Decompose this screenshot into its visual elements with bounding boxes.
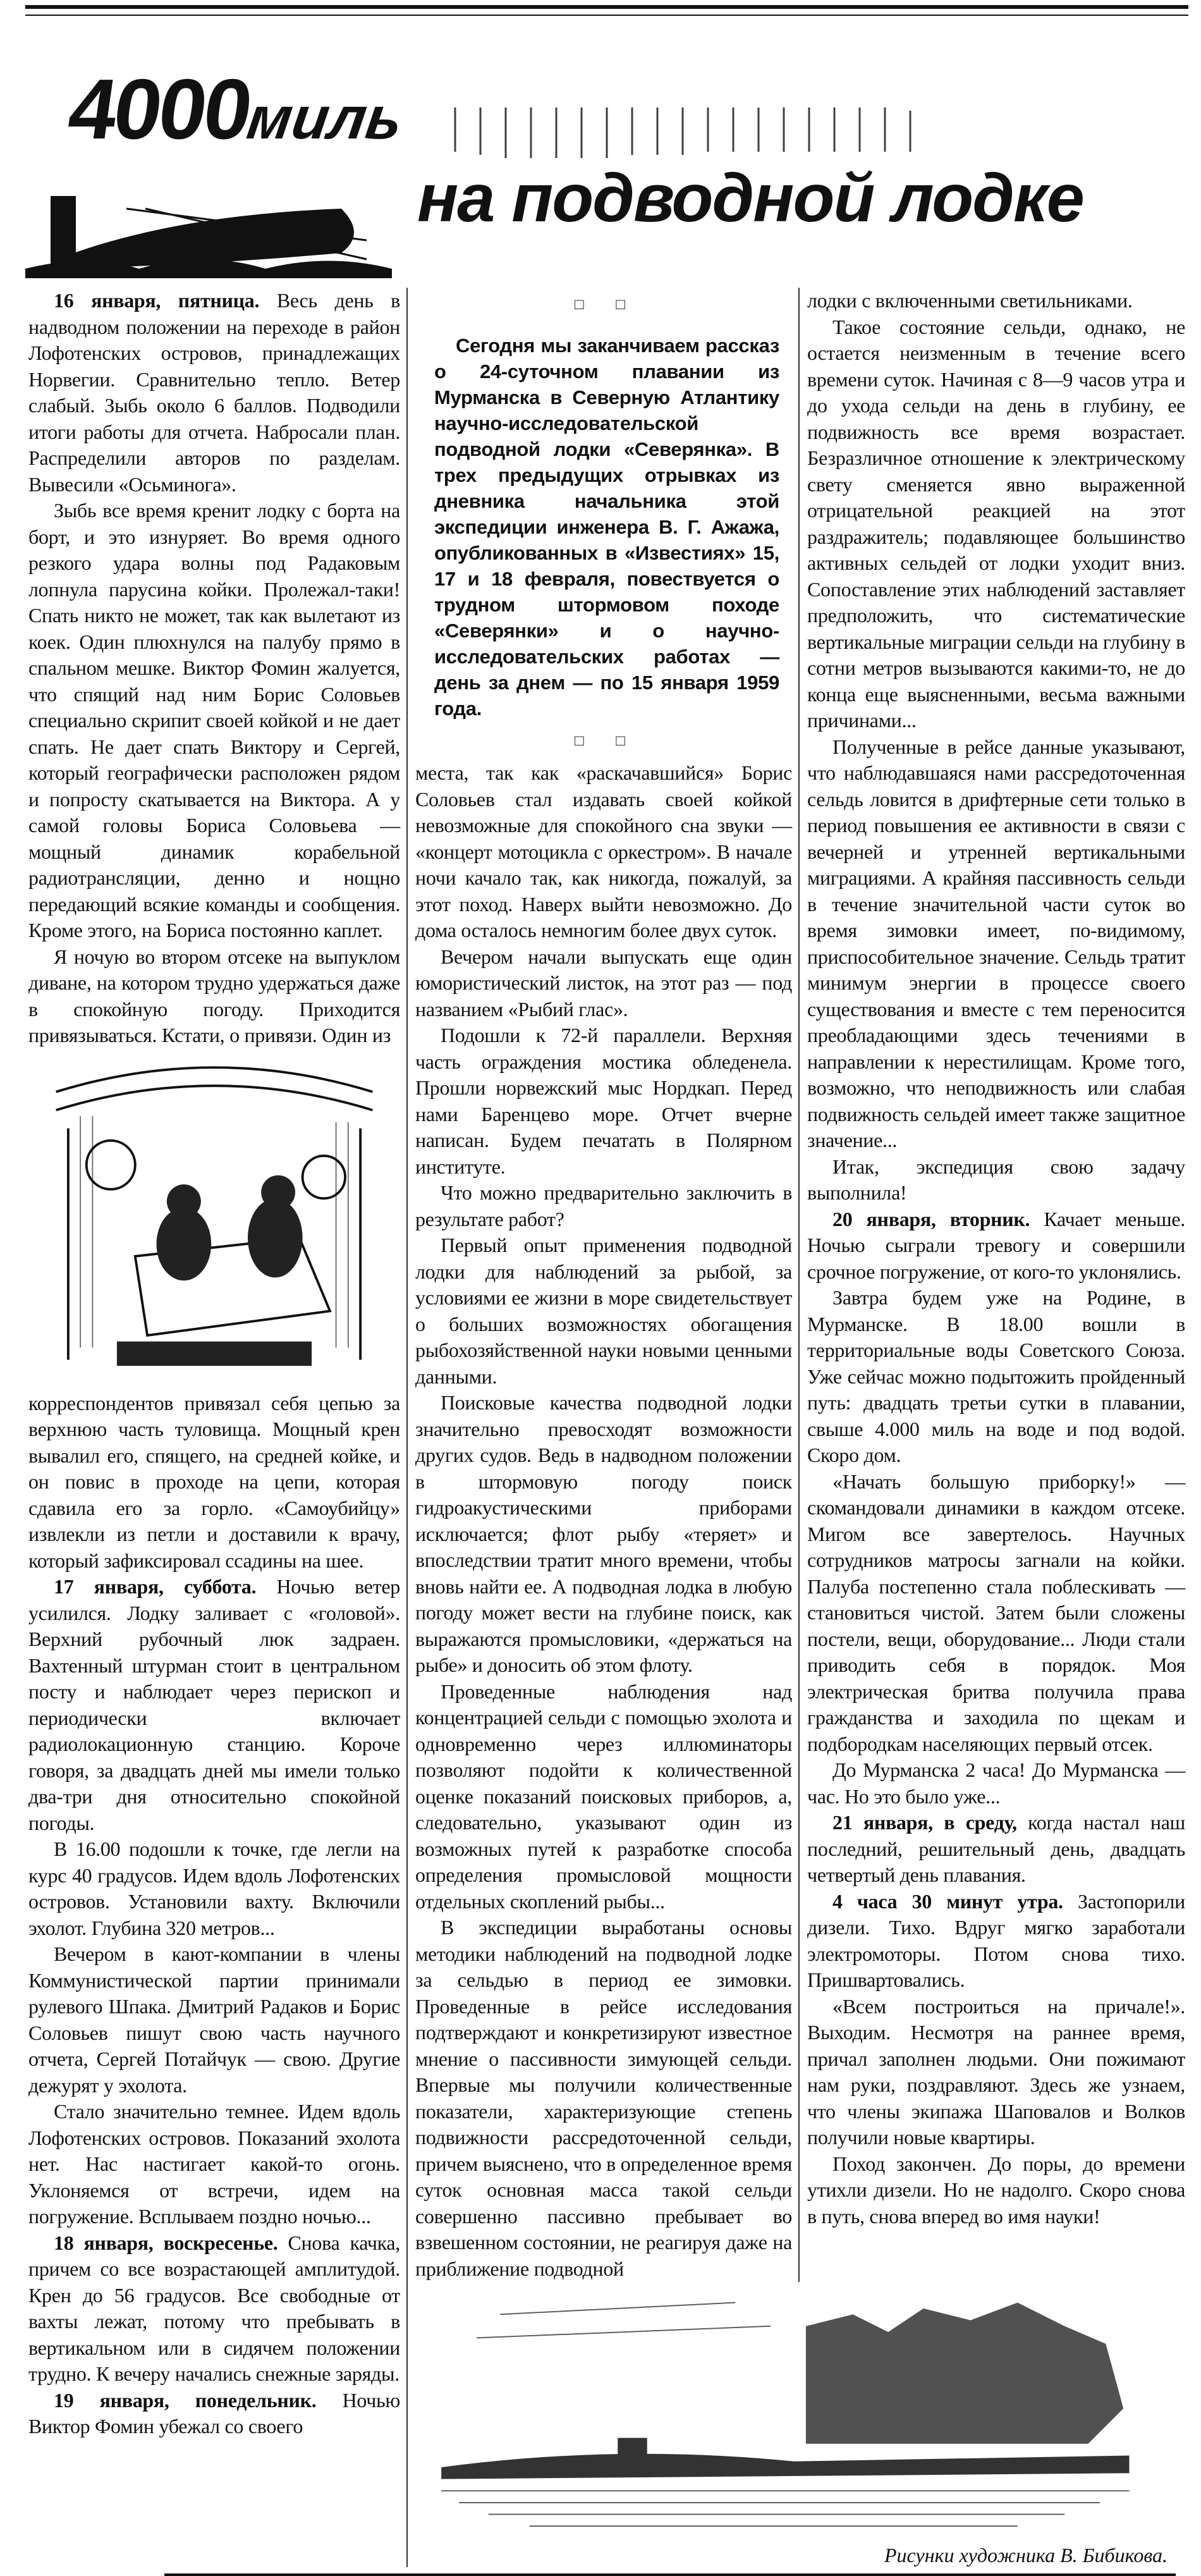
paragraph-text: когда настал наш последний, решительный день, двадцать четвертый день плавания. [807, 1811, 1185, 1886]
paragraph: «Начать большую приборку!» — скомандовали динамики в каждом отсеке. Мигом все завертелось. Научных сотрудников матросы загнали на койки. Палуба постепенно стала поблескивать — становиться чистой. Затем были сложены постели, вещи, оборудование... Люди стали приводить себя в порядок. Моя электрическая бритва получила права гражданства и заходила по щекам и подбородкам населяющих первый отсек. [807, 1469, 1185, 1755]
headline-number: 4000 [63, 61, 256, 157]
paragraph: Такое состояние сельди, однако, не остается неизменным в течение всего времени суток. Начиная с 8—9 часов утра и до ухода сельди на день в глубину, ее подвижность все время возрастает. Безразличное отношение к электрическому свету сменяется явно выраженной отрицательной реакцией на этот раздражитель; подавляющее большинство активных сельдей от лодки уходит вниз. Сопоставление этих наблюдений заставляет предположить, что систематические вертикальные миграции сельди на глубину в сотни метров вызываются какими-то, не до конца еще выясненными, весьма важными причинами... [807, 315, 1185, 732]
intro-text: Сегодня мы заканчиваем рассказ о 24-суточном плавании из Мурманска в Северную Атлантику научно-исследовательской подводной лодки «Северянка». В трех предыдущих отрывках из дневника начальника этой экспедиции инженера В. Г. Ажажа, опубликованных в «Известиях» 15, 17 и 18 февраля, повествуется о трудном штормовом походе «Северянки» и о научно-исследовательских работах — день за днем — по 15 января 1959 года. [434, 334, 779, 720]
paragraph: Первый опыт применения подводной лодки для наблюдений за рыбой, за условиями ее жизни в море свидетельствует о больших возможностях обогащения рыбохозяйственной науки новыми ценными данными. [415, 1234, 792, 1388]
paragraph: Вечером начали выпускать еще один юмористический листок, на этот раз — под названием «Рыбий глас». [415, 945, 792, 1021]
article-column-1 [28, 288, 408, 2567]
headline-word: миль [243, 85, 407, 152]
paragraph: Подошли к 72-й параллели. Верхняя часть ограждения мостика обледенела. Прошли норвежский мыс Нордкап. Перед нами Баренцево море. Отчет вчерне написан. Будем печатать в Полярном институте. [415, 1024, 792, 1178]
paragraph: В 16.00 подошли к точке, где легли на курс 40 градусов. Идем вдоль Лофотенских островов. Установили вахту. Включили эхолот. Глубина 320 метров... [28, 1837, 400, 1939]
paragraph-text: Качает меньше. Ночью сыграли тревогу и совершили срочное погружение, от кого-то уклонялись. [807, 1207, 1185, 1283]
harbor-illustration [415, 2291, 1161, 2544]
right-columns [408, 288, 1186, 2567]
diary-date: 20 января, вторник. [832, 1207, 1030, 1230]
paragraph [807, 1206, 1185, 1285]
paragraph: Вечером в кают-компании в члены Коммунистической партии принимали рулевого Шпака. Дмитрий Радаков и Борис Соловьев пишут свою часть научного отчета, Сергей Потайчук — свою. Другие дежурят у эхолота. [28, 1942, 400, 2097]
paragraph: Зыбь все время кренит лодку с борта на борт, и это изнуряет. Во время одного резкого удара волны под Радаковым лопнула парусина койки. Пролежал-таки! Спать никто не может, так как вылетают из коек. Один плюхнулся на палубу прямо в спальном мешке. Виктор Фомин жалуется, что спящий над ним Борис Соловьев специально скрипит своей койкой и не дает спать. Не дает спать Виктору и Сергей, который географически расположен рядом и попросту скатывается на Виктора. А у самой головы Бориса Соловьева — мощный динамик корабельной радиотрансляции, денно и нощно передающий всякие команды и сообщения. Кроме этого, на Бориса постоянно каплет. [28, 499, 400, 941]
illustration-credit: Рисунки художника В. Бибикова. [884, 2544, 1167, 2567]
paragraph-text: Ночью ветер усилился. Лодку заливает с «головой». Верхний рубочный люк задраен. Вахтенный штурман стоит в центральном посту и наблюдает через перископ и периодически включает радиолокационную станцию. Короче говоря, за двадцать дней мы имели только два-три дня относительно спокойной погоды. [28, 1575, 400, 1834]
paragraph [807, 1889, 1185, 1994]
paragraph [28, 1574, 400, 1836]
diary-date: 21 января, в среду, [832, 1811, 1017, 1834]
paragraph: Стало значительно темнее. Идем вдоль Лофотенских островов. Показаний эхолота нет. Нас настигает какой-то огонь. Уклоняемся от встречи, идем на погружение. Всплываем поздно ночью... [28, 2100, 400, 2228]
paragraph: лодки с включенными светильниками. [807, 289, 1133, 312]
paragraph: Завтра будем уже на Родине, в Мурманске. В 18.00 вошли в территориальные воды Советского Союза. Уже сейчас можно подытожить пройденный путь: двадцать третьи сутки в плавании, свыше 4.000 миль на воде и под водой. Скоро дом. [807, 1286, 1185, 1466]
diary-date: 18 января, воскресенье. [54, 2231, 278, 2254]
paragraph [28, 2230, 400, 2388]
paragraph [807, 1810, 1185, 1889]
paragraph: Проведенные наблюдения над концентрацией сельди с помощью эхолота и одновременно через иллюминаторы позволяют подойти к количественной оценке показаний поисковых приборов, а, следовательно, указывают один из возможных путей к разработке способа определения промысловой мощности отдельных скоплений рыбы... [415, 1679, 792, 1913]
bottom-rule [164, 2573, 1176, 2576]
paragraph-text: Ночью Виктор Фомин убежал со своего [28, 2388, 400, 2438]
paragraph: Итак, экспедиция свою задачу выполнила! [807, 1155, 1185, 1204]
paragraph [28, 288, 400, 498]
paragraph [28, 2388, 400, 2440]
article-column-2 [415, 288, 800, 2282]
paragraph: В экспедиции выработаны основы методики наблюдений на подводной лодке за сельдью в период ее зимовки. Проведенные в рейсе исследования подтверждают и конкретизируют известное мнение о пассивности зимующей сельди. Впервые мы получили количественные показатели, характеризующие степень подвижности рассредоточенной сельди, причем выяснено, что в определенное время суток основная масса такой сельди совершенно пассивно пребывает во взвешенном состоянии, не реагируя даже на приближение подводной [415, 1916, 792, 2280]
paragraph: Поход закончен. До поры, до времени утихли дизели. Но не надолго. Скоро снова в путь, снова вперед во имя науки! [807, 2152, 1185, 2228]
submarine-interior-illustration [37, 1055, 391, 1384]
diary-date: 16 января, пятница. [54, 289, 260, 312]
paragraph: места, так как «раскачавшийся» Борис Соловьев стал издавать своей койкой невозможные для спокойного сна звуки — «концерт мотоцикла с оркестром». В начале ночи качало так, как никогда, пожалуй, за этот поход. Наверх выйти невозможно. До дома осталось немногим более двух суток. [415, 761, 792, 941]
paragraph: корреспондентов привязал себя цепью за верхнюю часть туловища. Мощный крен вывалил его, спящего, на средней койке, и он повис в проходе на цепи, которая сдавила его за горло. «Самоубийцу» извлекли из петли и доставили к врачу, который зафиксировал ссадины на шее. [28, 1391, 400, 1572]
diary-date: 4 часа 30 минут утра. [832, 1889, 1063, 1913]
paragraph: До Мурманска 2 часа! До Мурманска — час. Но это было уже... [807, 1758, 1185, 1808]
paragraph-text: Застопорили дизели. Тихо. Вдруг мягко заработали электромоторы. Потом снова тихо. Пришвартовались. [807, 1889, 1186, 1991]
header [0, 0, 1201, 288]
paragraph-text: Весь день в надводном положении на переходе в район Лофотенских островов, принадлежащих Норвегии. Сравнительно тепло. Ветер слабый. Зыбь около 6 баллов. Подводили итоги работы для отчета. Набросали план. Распределили авторов по разделам. Вывесили «Осьминога». [28, 289, 400, 496]
paragraph: Полученные в рейсе данные указывают, что наблюдавшаяся нами рассредоточенная сельдь ловится в дрифтерные сети только в период повышения ее активности в связи с вечерней и утренней вертикальными миграциями. А крайняя пассивность сельди в течение значительной части суток во время зимовки имеет, по-видимому, приспособительное значение. Сельдь тратит минимум энергии в процессе своего существования и вместе с тем переносится преобладающими здесь течениями в направлении к нерестилищам. Кроме того, возможно, что неподвижность или слабая подвижность сельдей имеет также защитное значение... [807, 735, 1185, 1151]
article-body [0, 288, 1201, 2567]
paragraph: «Всем построиться на причале!». Выходим. Несмотря на раннее время, причал заполнен людьми. Они пожимают нам руки, поздравляют. Здесь же узнаем, что члены экипажа Шаповалов и Волков получили новые квартиры. [807, 1994, 1185, 2149]
ornament: □ □ [575, 296, 639, 313]
article-column-3 [800, 288, 1185, 2282]
ornament: □ □ [575, 732, 639, 749]
diary-date: 17 января, суббота. [54, 1575, 257, 1598]
headline-line-2: на подводной лодке [417, 159, 1083, 236]
editorial-intro [415, 291, 792, 760]
paragraph: Что можно предварительно заключить в результате работ? [415, 1181, 792, 1230]
paragraph: Я ночую во втором отсеке на выпуклом диване, на котором трудно удержаться даже в спокойную погоду. Приходится привязываться. Кстати, о привязи. Один из [28, 945, 400, 1046]
headline-line-1 [63, 60, 410, 158]
top-rule-thin [25, 15, 1188, 16]
paragraph: Поисковые качества подводной лодки значительно превосходят возможности других судов. Ведь в надводном положении в штормовую погоду поиск гидроакустическими приборами исключается; флот рыбу «теряет» и впоследствии тратит много времени, чтобы вновь найти ее. А подводная лодка в любую погоду может вести на глубине поиск, как выражаются промысловики, «держаться на рыбе» и доносить об этом флоту. [415, 1391, 792, 1676]
paragraph-text: Снова качка, причем со все возрастающей амплитудой. Крен до 56 градусов. Все свободные от вахты лежат, потому что пребывать в вертикальном или в сидячем положении трудно. К вечеру начались снежные заряды. [28, 2231, 400, 2385]
diary-date: 19 января, понедельник. [54, 2388, 317, 2412]
top-rule-thick [25, 5, 1188, 9]
